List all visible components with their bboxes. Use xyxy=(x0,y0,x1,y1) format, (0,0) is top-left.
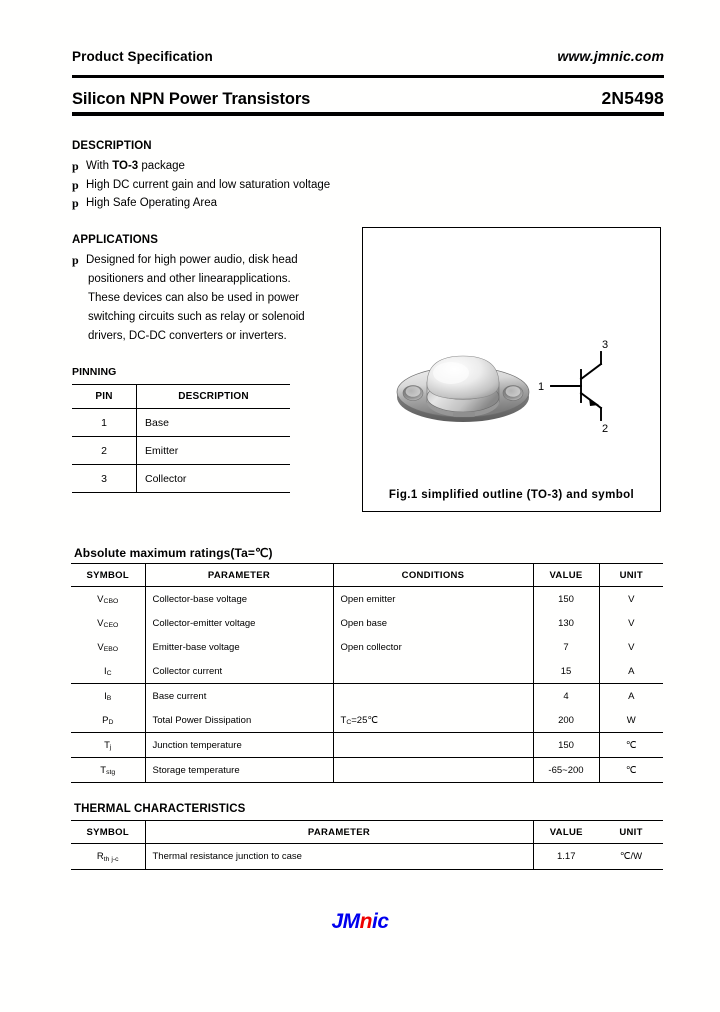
row-unit: A xyxy=(628,665,635,677)
row-symbol: $R_{th j-c}$ xyxy=(71,844,145,870)
bullet-icon: p xyxy=(72,177,79,192)
pin-description: Emitter xyxy=(145,444,179,457)
pin-number: 2 xyxy=(72,437,137,465)
row-value: 7 xyxy=(533,635,599,659)
logo-text-ic: ic xyxy=(372,910,389,933)
symbol-pin-2-label: 2 xyxy=(601,423,609,432)
description-heading: DESCRIPTION xyxy=(72,140,152,152)
row-parameter: Collector-base voltage xyxy=(145,587,333,612)
row-parameter: Collector-emitter voltage xyxy=(145,611,333,635)
row-condition xyxy=(333,659,533,684)
pin-description: Collector xyxy=(145,472,187,485)
row-parameter: Junction temperature xyxy=(145,733,333,758)
absolute-max-ratings-table xyxy=(71,563,663,783)
pin-description: Base xyxy=(145,416,169,429)
column-header-parameter: PARAMETER xyxy=(145,564,333,587)
row-parameter: Base current xyxy=(145,684,333,709)
column-header-unit: UNIT xyxy=(619,569,643,581)
row-condition: Open emitter xyxy=(333,587,533,612)
absolute-max-ratings-title: Absolute maximum ratings(Ta=℃) xyxy=(74,546,273,560)
table-header-row xyxy=(71,564,663,587)
emitter-arrow-icon xyxy=(589,398,599,406)
applications-heading: APPLICATIONS xyxy=(72,234,158,246)
column-header-unit: UNIT xyxy=(619,826,643,838)
applications-line: switching circuits such as relay or solenoid xyxy=(88,311,305,323)
table-row xyxy=(71,758,663,783)
row-symbol: $I_C$ xyxy=(71,659,145,684)
list-item xyxy=(72,157,392,176)
applications-line: Designed for high power audio, disk head xyxy=(86,254,298,266)
row-value: 130 xyxy=(533,611,599,635)
bullet-icon: p xyxy=(72,159,79,173)
row-symbol: $V_{CEO}$ xyxy=(71,611,145,635)
description-item-text: With TO-3 package xyxy=(86,160,185,172)
row-value: 150 xyxy=(533,733,599,758)
row-value: -65~200 xyxy=(533,758,599,783)
table-row xyxy=(72,465,290,493)
row-unit: ℃ xyxy=(625,739,637,751)
row-symbol: $T_j$ xyxy=(71,733,145,758)
row-unit: V xyxy=(628,641,635,653)
row-value: 4 xyxy=(533,684,599,709)
table-row xyxy=(71,659,663,684)
applications-line: positioners and other linearapplications. xyxy=(88,273,291,285)
row-condition: $T_C=25℃$ xyxy=(333,708,533,733)
to3-package-image xyxy=(391,340,535,432)
product-title-row xyxy=(72,88,664,109)
logo-text-jm: JM xyxy=(331,910,360,933)
column-header-parameter: PARAMETER xyxy=(145,821,533,844)
pinning-heading: PINNING xyxy=(72,366,117,378)
table-row xyxy=(72,409,290,437)
row-symbol: $V_{EBO}$ xyxy=(71,635,145,659)
row-parameter: Storage temperature xyxy=(145,758,333,783)
bullet-icon: p xyxy=(72,253,79,267)
applications-line: These devices can also be used in power xyxy=(88,292,299,304)
table-header-row xyxy=(71,821,663,844)
description-item-text: High Safe Operating Area xyxy=(86,197,218,209)
table-row xyxy=(71,587,663,612)
column-header-symbol: SYMBOL xyxy=(71,821,145,844)
company-logo xyxy=(0,910,720,934)
table-header-row xyxy=(72,385,290,409)
list-item xyxy=(72,251,334,270)
row-condition: Open collector xyxy=(333,635,533,659)
table-row xyxy=(71,844,663,870)
table-row xyxy=(71,733,663,758)
column-header-pin: PIN xyxy=(72,385,137,409)
row-unit: V xyxy=(628,593,635,605)
row-condition xyxy=(333,733,533,758)
symbol-pin-1-label: 1 xyxy=(537,381,545,393)
row-symbol: $P_D$ xyxy=(71,708,145,733)
row-unit: V xyxy=(628,617,635,629)
header-product-specification-label: Product Specification xyxy=(72,49,213,64)
table-row xyxy=(71,611,663,635)
column-header-symbol: SYMBOL xyxy=(71,564,145,587)
row-unit: A xyxy=(628,690,635,702)
column-header-value: VALUE xyxy=(533,564,599,587)
npn-transistor-symbol xyxy=(533,340,643,432)
figure-caption: Fig.1 simplified outline (TO-3) and symbol xyxy=(388,489,635,501)
row-unit: ℃ xyxy=(625,764,637,776)
row-value: 200 xyxy=(533,708,599,733)
header-divider-rule-top xyxy=(72,75,664,78)
table-row xyxy=(71,708,663,733)
list-item xyxy=(72,176,392,195)
row-value: 15 xyxy=(533,659,599,684)
bullet-icon: p xyxy=(72,196,79,210)
page-header xyxy=(72,48,664,64)
column-header-conditions: CONDITIONS xyxy=(333,564,533,587)
description-list xyxy=(72,157,392,213)
column-header-description: DESCRIPTION xyxy=(178,391,249,402)
row-condition xyxy=(333,684,533,709)
row-condition xyxy=(333,758,533,783)
row-parameter: Collector current xyxy=(145,659,333,684)
row-unit: ℃/W xyxy=(619,851,643,862)
part-number: 2N5498 xyxy=(601,88,664,108)
row-symbol: $I_B$ xyxy=(71,684,145,709)
table-row xyxy=(71,684,663,709)
row-parameter: Thermal resistance junction to case xyxy=(145,844,533,870)
column-header-value: VALUE xyxy=(549,826,583,838)
logo-text-n: n xyxy=(359,910,372,933)
thermal-characteristics-title: THERMAL CHARACTERISTICS xyxy=(74,803,246,815)
table-row xyxy=(72,437,290,465)
applications-list xyxy=(72,251,334,346)
row-parameter: Emitter-base voltage xyxy=(145,635,333,659)
row-symbol: $T_{stg}$ xyxy=(71,758,145,783)
pin-number: 1 xyxy=(72,409,137,437)
description-item-text: High DC current gain and low saturation voltage xyxy=(86,178,331,191)
row-value: 150 xyxy=(533,587,599,612)
table-row xyxy=(71,635,663,659)
applications-line: drivers, DC-DC converters or inverters. xyxy=(88,330,287,342)
page-title: Silicon NPN Power Transistors xyxy=(72,90,311,108)
header-divider-rule-bottom xyxy=(72,112,664,116)
row-unit: W xyxy=(626,714,636,726)
row-parameter: Total Power Dissipation xyxy=(145,708,333,733)
list-item xyxy=(72,194,392,213)
thermal-characteristics-table xyxy=(71,820,663,870)
row-symbol: $V_{CBO}$ xyxy=(71,587,145,612)
pinning-table xyxy=(72,384,290,493)
row-condition: Open base xyxy=(333,611,533,635)
symbol-pin-3-label: 3 xyxy=(601,340,609,351)
figure-package-outline xyxy=(362,227,661,512)
header-website-link[interactable]: www.jmnic.com xyxy=(557,48,664,64)
row-value: 1.17 xyxy=(557,851,576,862)
pin-number: 3 xyxy=(72,465,137,493)
